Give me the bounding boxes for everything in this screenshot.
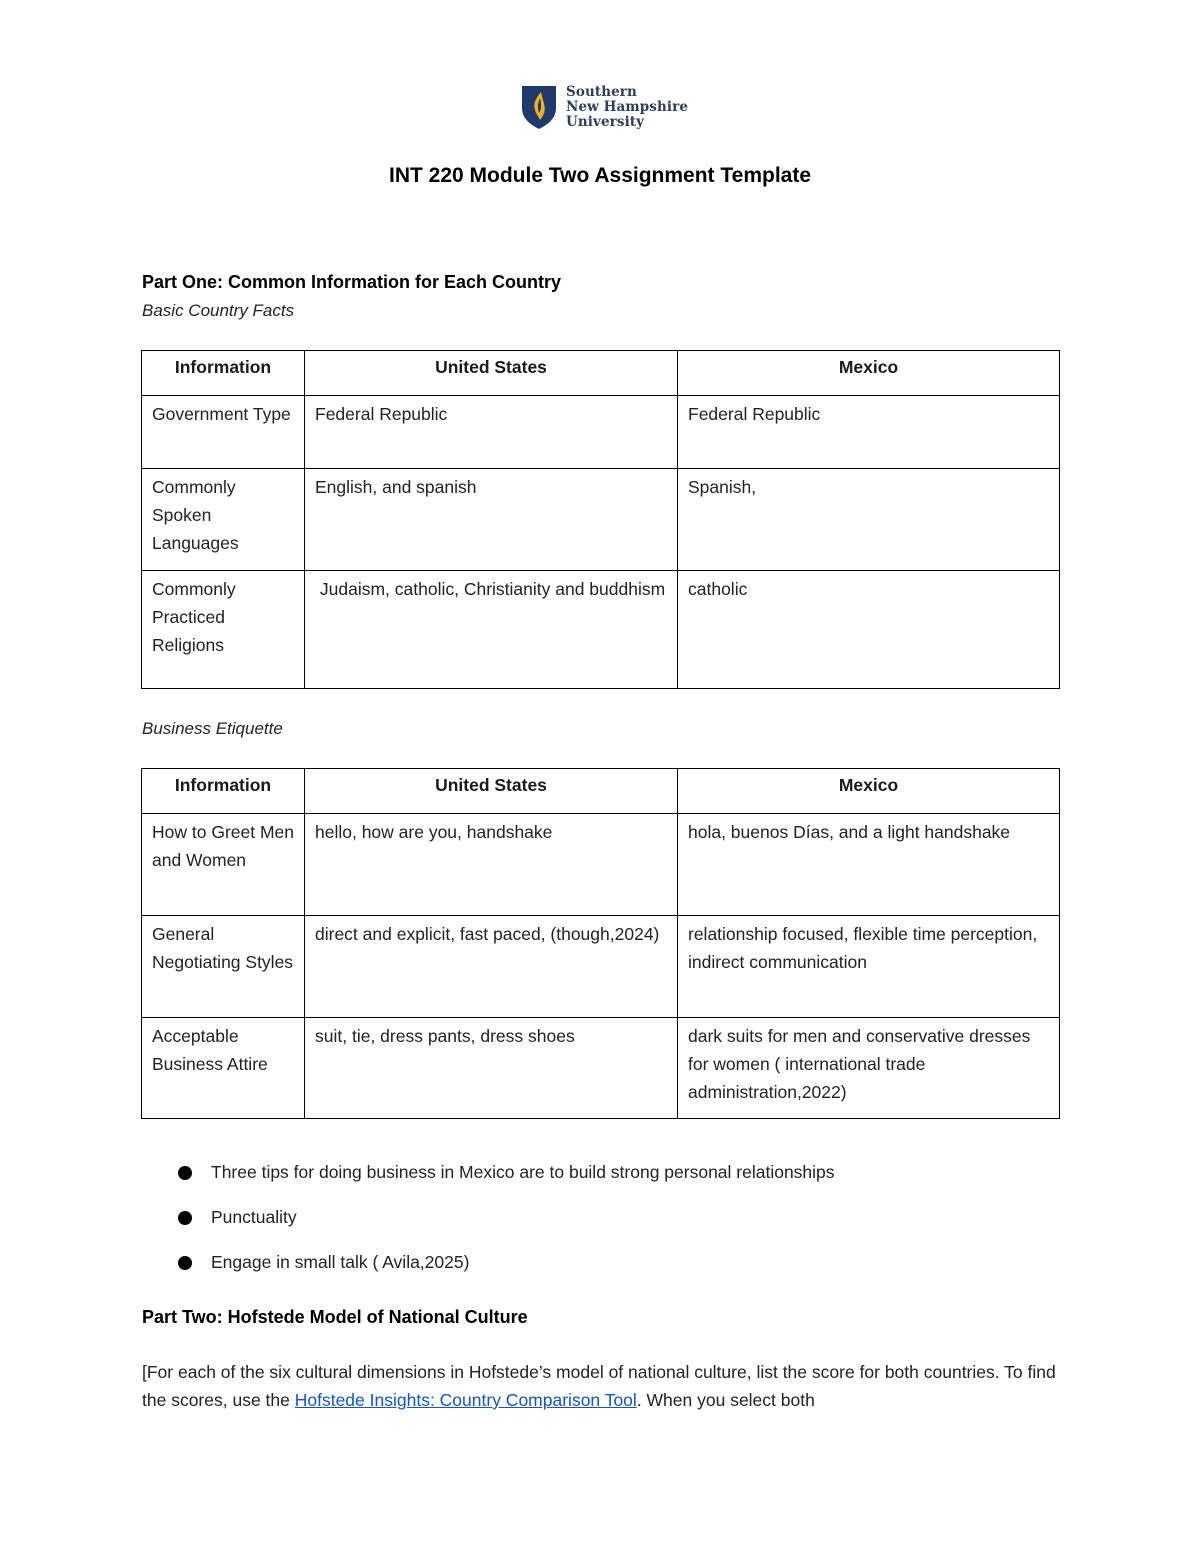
header-mexico: Mexico [678, 351, 1060, 396]
table-row [142, 1018, 1060, 1119]
mexico-cell: Federal Republic [678, 396, 1060, 469]
mexico-cell: Spanish, [678, 469, 1060, 571]
instructions-text-end: . When you select both [636, 1390, 815, 1410]
us-cell: hello, how are you, handshake [305, 814, 678, 916]
us-cell: Federal Republic [305, 396, 678, 469]
row-label: Commonly Practiced Religions [142, 571, 305, 689]
list-item [176, 1157, 835, 1202]
header-united-states: United States [305, 351, 678, 396]
mexico-cell: hola, buenos Días, and a light handshake [678, 814, 1060, 916]
logo-wordmark [566, 85, 688, 130]
row-label: Acceptable Business Attire [142, 1018, 305, 1119]
instructions-text-start: [For each of the six cultural dimensions in Hofstede’s model of national culture, list the score for both countries. To find the scores, use the [142, 1362, 1056, 1410]
tip-text: Three tips for doing business in Mexico are to build strong personal relationships [211, 1162, 835, 1182]
tips-list [176, 1157, 835, 1292]
list-item [176, 1202, 835, 1247]
row-label: General Negotiating Styles [142, 916, 305, 1018]
table-row [142, 469, 1060, 571]
header-information: Information [142, 351, 305, 396]
mexico-cell: catholic [678, 571, 1060, 689]
bullet-icon [178, 1256, 192, 1270]
logo-line-3: University [566, 113, 645, 130]
table-row [142, 916, 1060, 1018]
us-cell: English, and spanish [305, 469, 678, 571]
row-label: Commonly Spoken Languages [142, 469, 305, 571]
basic-facts-subheading: Basic Country Facts [142, 301, 295, 320]
mexico-cell: relationship focused, flexible time perception, indirect communication [678, 916, 1060, 1018]
us-cell: direct and explicit, fast paced, (though,2024) [305, 916, 678, 1018]
table-row [142, 396, 1060, 469]
bullet-icon [178, 1166, 192, 1180]
table-row [142, 571, 1060, 689]
header-united-states: United States [305, 769, 678, 814]
tip-text: Punctuality [211, 1207, 297, 1227]
logo-line-2: New Hampshire [566, 98, 689, 115]
part-two-instructions [142, 1358, 1062, 1414]
basic-facts-table [141, 350, 1060, 689]
logo-line-1: Southern [566, 83, 637, 100]
table-header-row [142, 351, 1060, 396]
snhu-shield-icon [520, 84, 558, 130]
part-two-heading: Part Two: Hofstede Model of National Culture [142, 1307, 528, 1327]
list-item [176, 1247, 835, 1292]
tip-text: Engage in small talk ( Avila,2025) [211, 1252, 470, 1272]
business-etiquette-table [141, 768, 1060, 1119]
row-label: Government Type [142, 396, 305, 469]
row-label: How to Greet Men and Women [142, 814, 305, 916]
hofstede-comparison-link[interactable]: Hofstede Insights: Country Comparison Tool [294, 1390, 637, 1410]
bullet-icon [178, 1211, 192, 1225]
table-header-row [142, 769, 1060, 814]
business-etiquette-subheading: Business Etiquette [142, 719, 283, 738]
part-one-heading: Part One: Common Information for Each Country [142, 272, 562, 292]
header-mexico: Mexico [678, 769, 1060, 814]
table-row [142, 814, 1060, 916]
us-cell: Judaism, catholic, Christianity and buddhism [305, 571, 678, 689]
mexico-cell: dark suits for men and conservative dresses for women ( international trade administration,2022) [678, 1018, 1060, 1119]
document-title: INT 220 Module Two Assignment Template [389, 164, 811, 187]
snhu-logo [520, 84, 688, 130]
header-information: Information [142, 769, 305, 814]
us-cell: suit, tie, dress pants, dress shoes [305, 1018, 678, 1119]
